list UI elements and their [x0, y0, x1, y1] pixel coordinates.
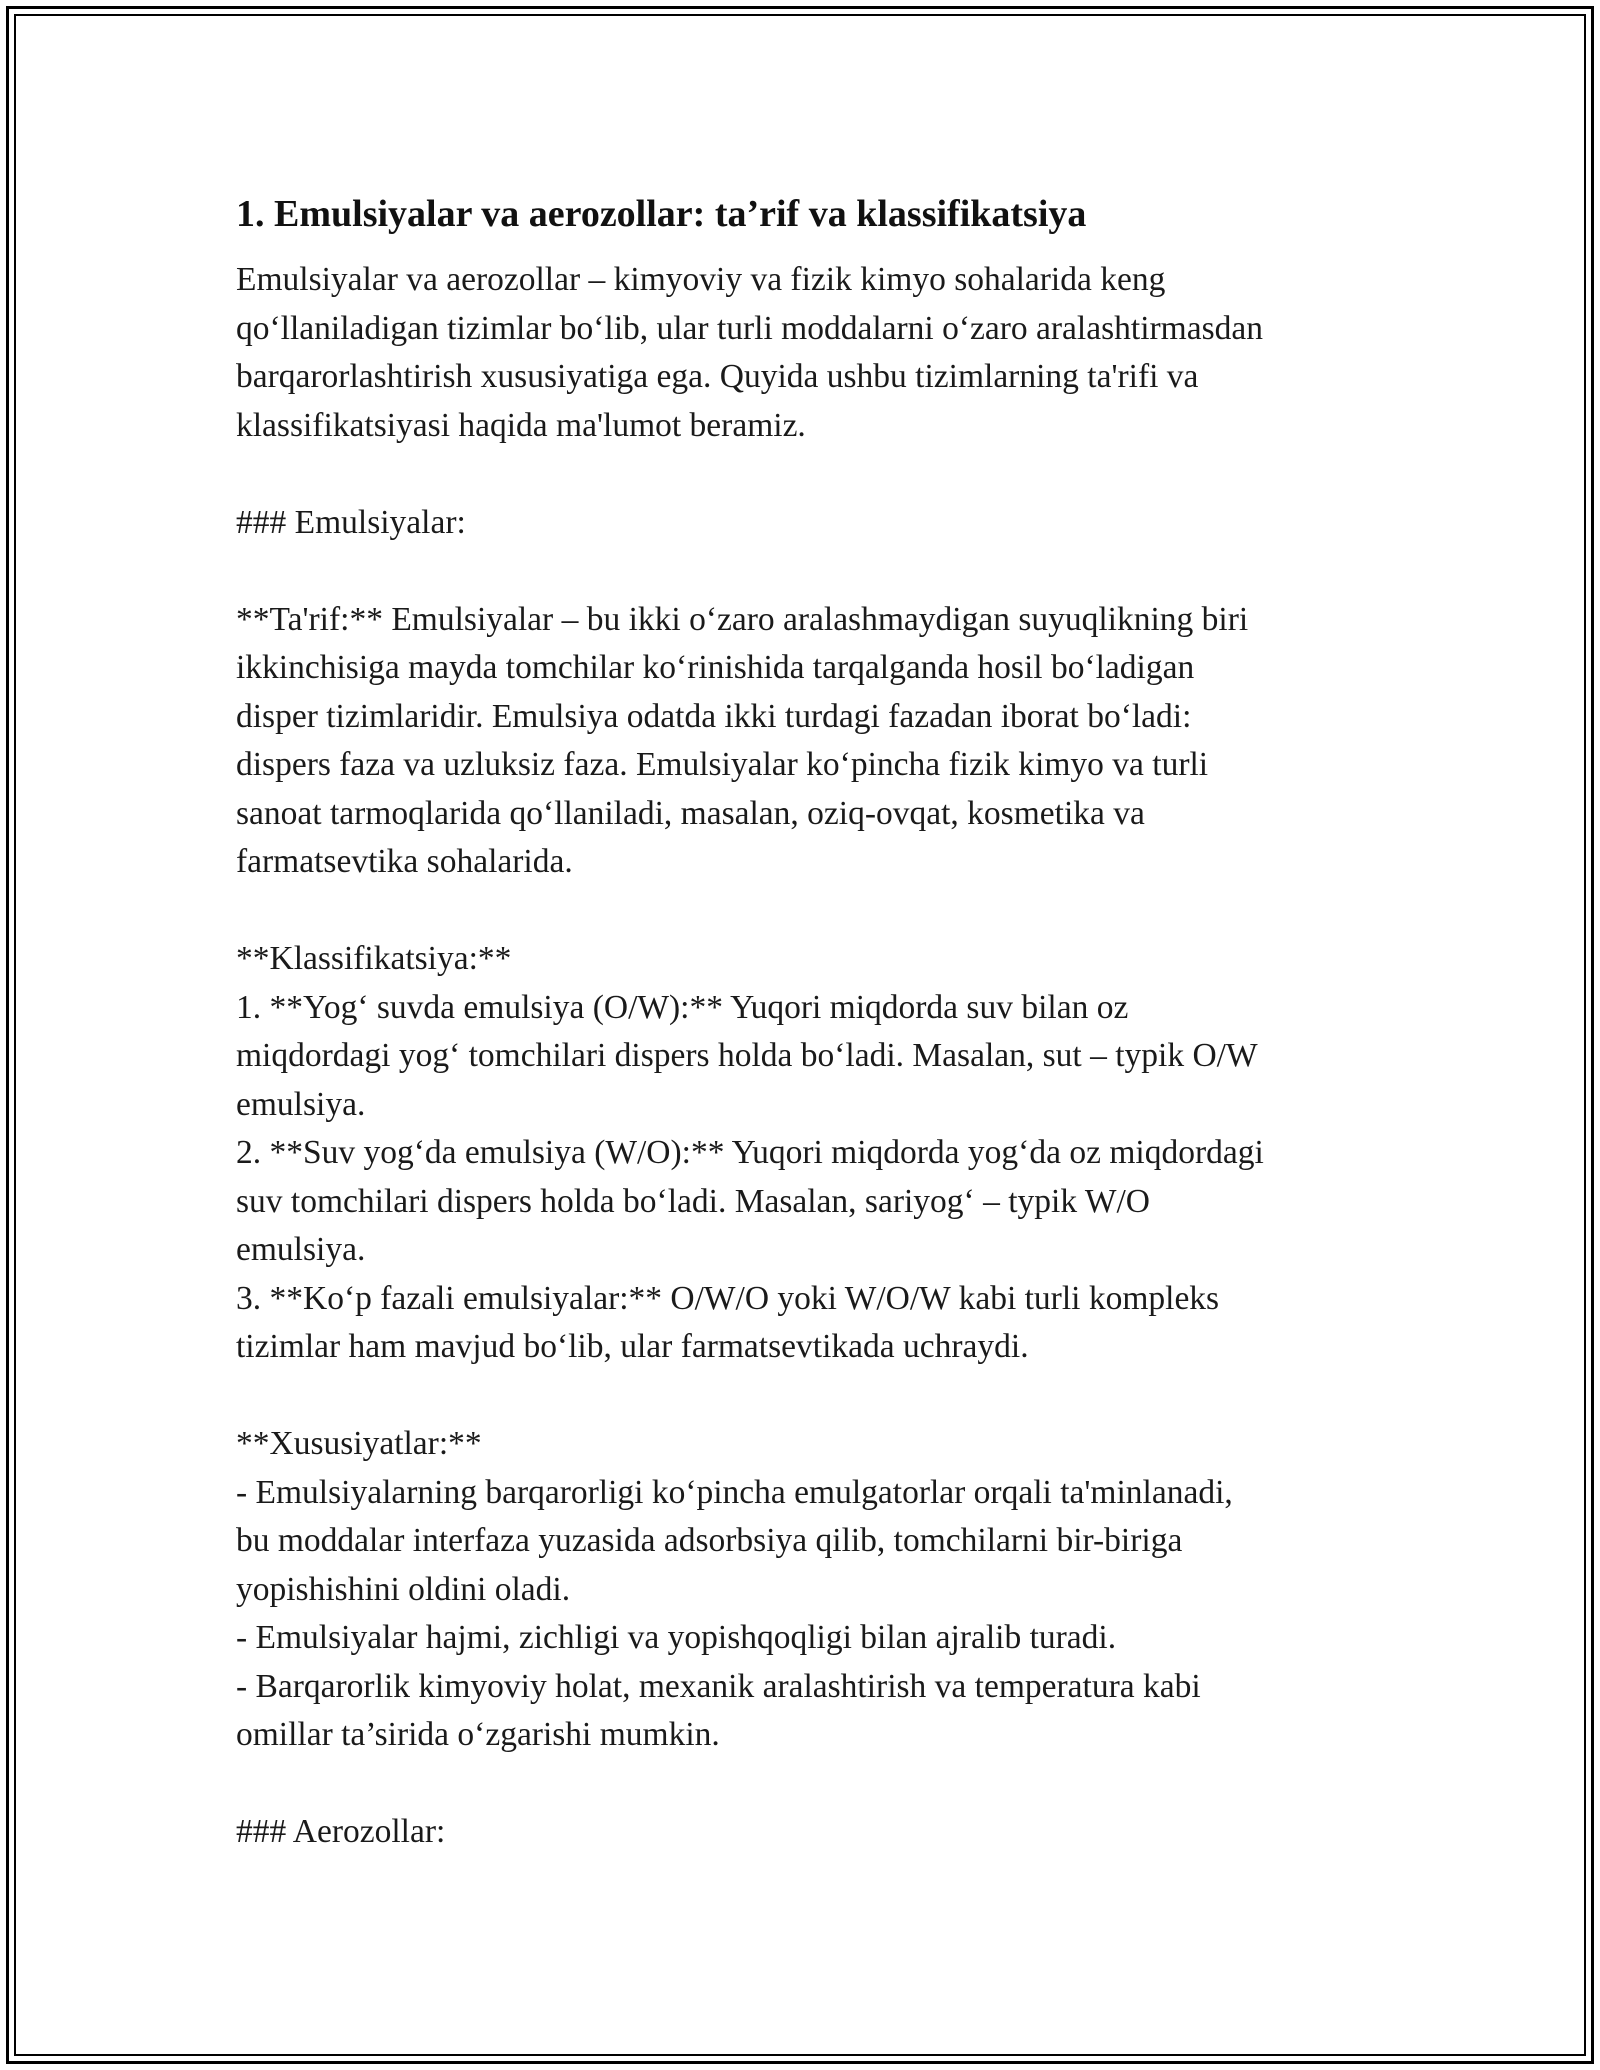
text-line: tizimlar ham mavjud bo‘lib, ular farmatsevtikada uchraydi. [236, 1328, 1029, 1365]
text-line: dispers faza va uzluksiz faza. Emulsiyalar ko‘pincha fizik kimyo va turli [236, 746, 1209, 783]
text-line: barqarorlashtirish xususiyatiga ega. Quyida ushbu tizimlarning ta'rifi va [236, 358, 1199, 395]
text-line: Emulsiyalar va aerozollar – kimyoviy va fizik kimyo sohalarida keng [236, 261, 1166, 298]
text-line: disper tizimlaridir. Emulsiya odatda ikki turdagi fazadan iborat bo‘ladi: [236, 697, 1192, 735]
text-line: yopishishini oldini oladi. [236, 1570, 571, 1608]
classification-section [236, 935, 1386, 1372]
text-line: farmatsevtika sohalarida. [236, 843, 573, 880]
text-line: - Emulsiyalar hajmi, zichligi va yopishqoqligi bilan ajralib turadi. [236, 1619, 1117, 1656]
text-line: 3. **Ko‘p fazali emulsiyalar:** O/W/O yoki W/O/W kabi turli kompleks [236, 1279, 1220, 1317]
classification-heading: **Klassifikatsiya:** [236, 940, 512, 977]
text-line: miqdordagi yog‘ tomchilari dispers holda bo‘ladi. Masalan, sut – typik O/W [236, 1037, 1258, 1074]
definition-paragraph [236, 596, 1386, 887]
properties-heading: **Xususiyatlar:** [236, 1425, 482, 1462]
text-line: **Ta'rif:** Emulsiyalar – bu ikki o‘zaro aralashmaydigan suyuqlikning biri [236, 600, 1249, 638]
text-line: ikkinchisiga mayda tomchilar ko‘rinishida tarqalganda hosil bo‘ladigan [236, 649, 1195, 686]
text-line: bu moddalar interfaza yuzasida adsorbsiya qilib, tomchilarni bir-biriga [236, 1522, 1183, 1559]
text-line: - Emulsiyalarning barqarorligi ko‘pincha emulgatorlar orqali ta'minlanadi, [236, 1473, 1233, 1511]
text-line: sanoat tarmoqlarida qo‘llaniladi, masalan, oziq-ovqat, kosmetika va [236, 794, 1145, 832]
spacer [236, 450, 1386, 499]
spacer [236, 1372, 1386, 1421]
text-line: klassifikatsiyasi haqida ma'lumot beramiz. [236, 406, 806, 444]
text-line: suv tomchilari dispers holda bo‘ladi. Masalan, sariyog‘ – typik W/O [236, 1182, 1150, 1220]
aerosols-heading: ### Aerozollar: [236, 1813, 446, 1850]
spacer [236, 547, 1386, 596]
text-line: - Barqarorlik kimyoviy holat, mexanik aralashtirish va temperatura kabi [236, 1667, 1201, 1705]
text-line: 2. **Suv yog‘da emulsiya (W/O):** Yuqori miqdorda yog‘da oz miqdordagi [236, 1134, 1264, 1171]
spacer [236, 887, 1386, 936]
emulsions-heading: ### Emulsiyalar: [236, 503, 466, 541]
text-line: omillar ta’sirida o‘zgarishi mumkin. [236, 1716, 720, 1753]
intro-paragraph [236, 256, 1386, 450]
spacer [236, 1760, 1386, 1809]
document-body [236, 186, 1386, 1857]
text-line: qo‘llaniladigan tizimlar bo‘lib, ular turli moddalarni o‘zaro aralashtirmasdan [236, 309, 1263, 347]
text-line: 1. **Yog‘ suvda emulsiya (O/W):** Yuqori miqdorda suv bilan oz [236, 988, 1129, 1026]
text-line: emulsiya. [236, 1231, 366, 1268]
text-line: emulsiya. [236, 1085, 366, 1123]
document-title: 1. Emulsiyalar va aerozollar: ta’rif va klassifikatsiya [236, 193, 1087, 235]
properties-section [236, 1420, 1386, 1760]
